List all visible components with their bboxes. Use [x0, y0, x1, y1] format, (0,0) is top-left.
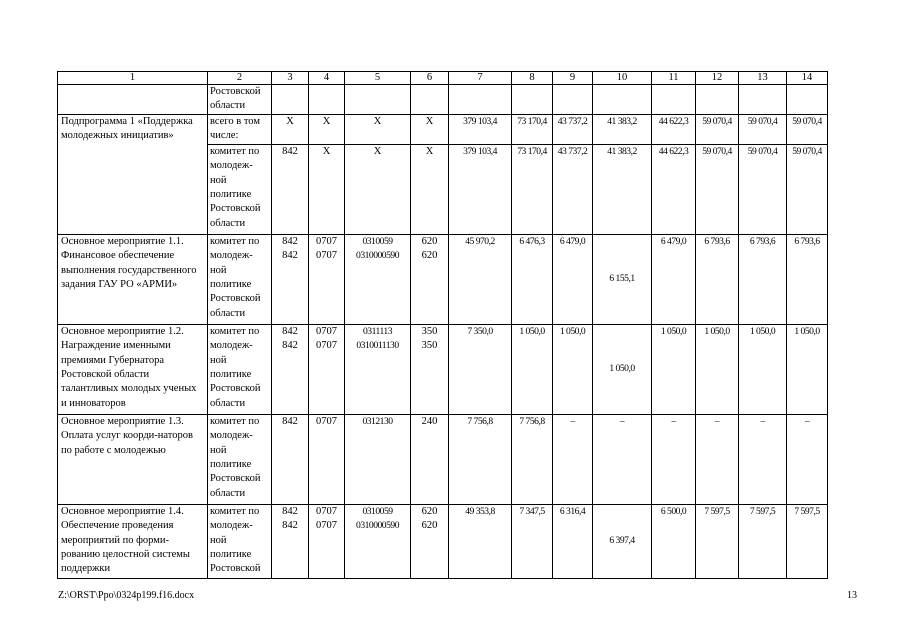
column-header: 11: [652, 72, 696, 85]
table-cell: 7 350,0: [449, 324, 512, 414]
table-cell: 379 103,4: [449, 144, 512, 234]
column-header: 12: [696, 72, 739, 85]
column-header: 1: [58, 72, 208, 85]
executor-cell: комитет по молодеж-ной политике Ростовской области: [208, 324, 272, 414]
table-cell: Х: [309, 115, 345, 145]
table-cell: 350 350: [411, 324, 449, 414]
table-cell: –: [652, 414, 696, 504]
table-cell: 842: [272, 414, 309, 504]
table-cell: 1 050,0: [593, 324, 652, 414]
measure-name: Основное мероприятие 1.2. Награждение именными премиями Губернатора Ростовской области талантливых молодых ученых и инноваторов: [58, 324, 208, 414]
table-cell: –: [739, 414, 787, 504]
column-header: 2: [208, 72, 272, 85]
table-cell: 842 842: [272, 504, 309, 578]
table-cell: 0707 0707: [309, 324, 345, 414]
table-cell: Х: [411, 144, 449, 234]
table-cell: 240: [411, 414, 449, 504]
table-cell: 7 597,5: [787, 504, 828, 578]
table-row: [58, 504, 828, 578]
table-cell: –: [696, 414, 739, 504]
table-cell: 59 070,4: [739, 144, 787, 234]
table-cell: 59 070,4: [787, 115, 828, 145]
table-cell: 6 479,0: [553, 234, 593, 324]
column-header: 4: [309, 72, 345, 85]
table-cell: [58, 85, 208, 115]
table-cell: 7 756,8: [449, 414, 512, 504]
table-cell: Х: [309, 144, 345, 234]
table-cell: –: [593, 414, 652, 504]
executor-cell: комитет по молодеж-ной политике Ростовской области: [208, 144, 272, 234]
table-row: [58, 115, 828, 145]
table-cell: 43 737,2: [553, 144, 593, 234]
executor-cell: комитет по молодеж-ной политике Ростовской: [208, 504, 272, 578]
table-cell: 45 970,2: [449, 234, 512, 324]
table-cell: 0312130: [345, 414, 411, 504]
table-cell: 73 170,4: [512, 144, 553, 234]
table-cell: Х: [411, 115, 449, 145]
header-row: [58, 72, 828, 85]
table-cell: 59 070,4: [739, 115, 787, 145]
table-cell: 7 597,5: [696, 504, 739, 578]
column-header: 9: [553, 72, 593, 85]
table-cell: –: [787, 414, 828, 504]
table-cell: 6 476,3: [512, 234, 553, 324]
measure-name: Основное мероприятие 1.1. Финансовое обеспечение выполнения государственного задания ГАУ РО «АРМИ»: [58, 234, 208, 324]
table-cell: 0311113 0310011130: [345, 324, 411, 414]
table-cell: 6 500,0: [652, 504, 696, 578]
table-cell: 41 383,2: [593, 115, 652, 145]
table-cell: 6 479,0: [652, 234, 696, 324]
table-cell: 7 597,5: [739, 504, 787, 578]
column-header: 6: [411, 72, 449, 85]
table-cell: 0310059 0310000590: [345, 234, 411, 324]
table-cell: 59 070,4: [696, 144, 739, 234]
table-cell: 1 050,0: [512, 324, 553, 414]
file-path: Z:\ORST\Ppo\0324p199.f16.docx: [58, 590, 195, 601]
column-header: 7: [449, 72, 512, 85]
table-cell: 1 050,0: [787, 324, 828, 414]
table-cell: 7 756,8: [512, 414, 553, 504]
table-cell: 0707 0707: [309, 234, 345, 324]
table-cell: 379 103,4: [449, 115, 512, 145]
measure-name: Основное мероприятие 1.3. Оплата услуг коорди-наторов по работе с молодежью: [58, 414, 208, 504]
table-row: [58, 414, 828, 504]
table-cell: 6 793,6: [787, 234, 828, 324]
table-cell: 1 050,0: [696, 324, 739, 414]
measure-name: Основное мероприятие 1.4. Обеспечение проведения мероприятий по форми-рованию целостной системы поддержки: [58, 504, 208, 578]
table-cell: 842 842: [272, 324, 309, 414]
table-cell: 6 397,4: [593, 504, 652, 578]
table-cell: 1 050,0: [652, 324, 696, 414]
column-header: 13: [739, 72, 787, 85]
page-number: 13: [847, 590, 857, 601]
table-cell: 620 620: [411, 234, 449, 324]
table-cell: 49 353,8: [449, 504, 512, 578]
executor-cell: комитет по молодеж-ной политике Ростовской области: [208, 234, 272, 324]
table-row: [58, 234, 828, 324]
table-cell: 1 050,0: [553, 324, 593, 414]
executor-cell: Ростовской области: [208, 85, 272, 115]
table-cell: 6 793,6: [696, 234, 739, 324]
table-cell: 6 793,6: [739, 234, 787, 324]
table-cell: 842: [272, 144, 309, 234]
table-cell: 44 622,3: [652, 115, 696, 145]
column-header: 3: [272, 72, 309, 85]
table-cell: 6 316,4: [553, 504, 593, 578]
table-cell: 59 070,4: [696, 115, 739, 145]
table-cell: 7 347,5: [512, 504, 553, 578]
table-row: [58, 85, 828, 115]
table-cell: 6 155,1: [593, 234, 652, 324]
table-cell: 0707: [309, 414, 345, 504]
table-cell: Х: [345, 144, 411, 234]
column-header: 5: [345, 72, 411, 85]
table-cell: 44 622,3: [652, 144, 696, 234]
executor-cell: комитет по молодеж-ной политике Ростовской области: [208, 414, 272, 504]
table-cell: 41 383,2: [593, 144, 652, 234]
column-header: 8: [512, 72, 553, 85]
table-cell: 620 620: [411, 504, 449, 578]
executor-cell: всего в том числе:: [208, 115, 272, 145]
table-cell: 0707 0707: [309, 504, 345, 578]
table-cell: 59 070,4: [787, 144, 828, 234]
column-header: 10: [593, 72, 652, 85]
subprogram-name: Подпрограмма 1 «Поддержка молодежных инициатив»: [58, 115, 208, 235]
table-row: [58, 324, 828, 414]
table-cell: 73 170,4: [512, 115, 553, 145]
table-cell: 1 050,0: [739, 324, 787, 414]
budget-table: [57, 71, 828, 579]
table-cell: Х: [345, 115, 411, 145]
table-cell: 43 737,2: [553, 115, 593, 145]
table-cell: Х: [272, 115, 309, 145]
table-cell: 0310059 0310000590: [345, 504, 411, 578]
table-cell: 842 842: [272, 234, 309, 324]
column-header: 14: [787, 72, 828, 85]
table-cell: –: [553, 414, 593, 504]
